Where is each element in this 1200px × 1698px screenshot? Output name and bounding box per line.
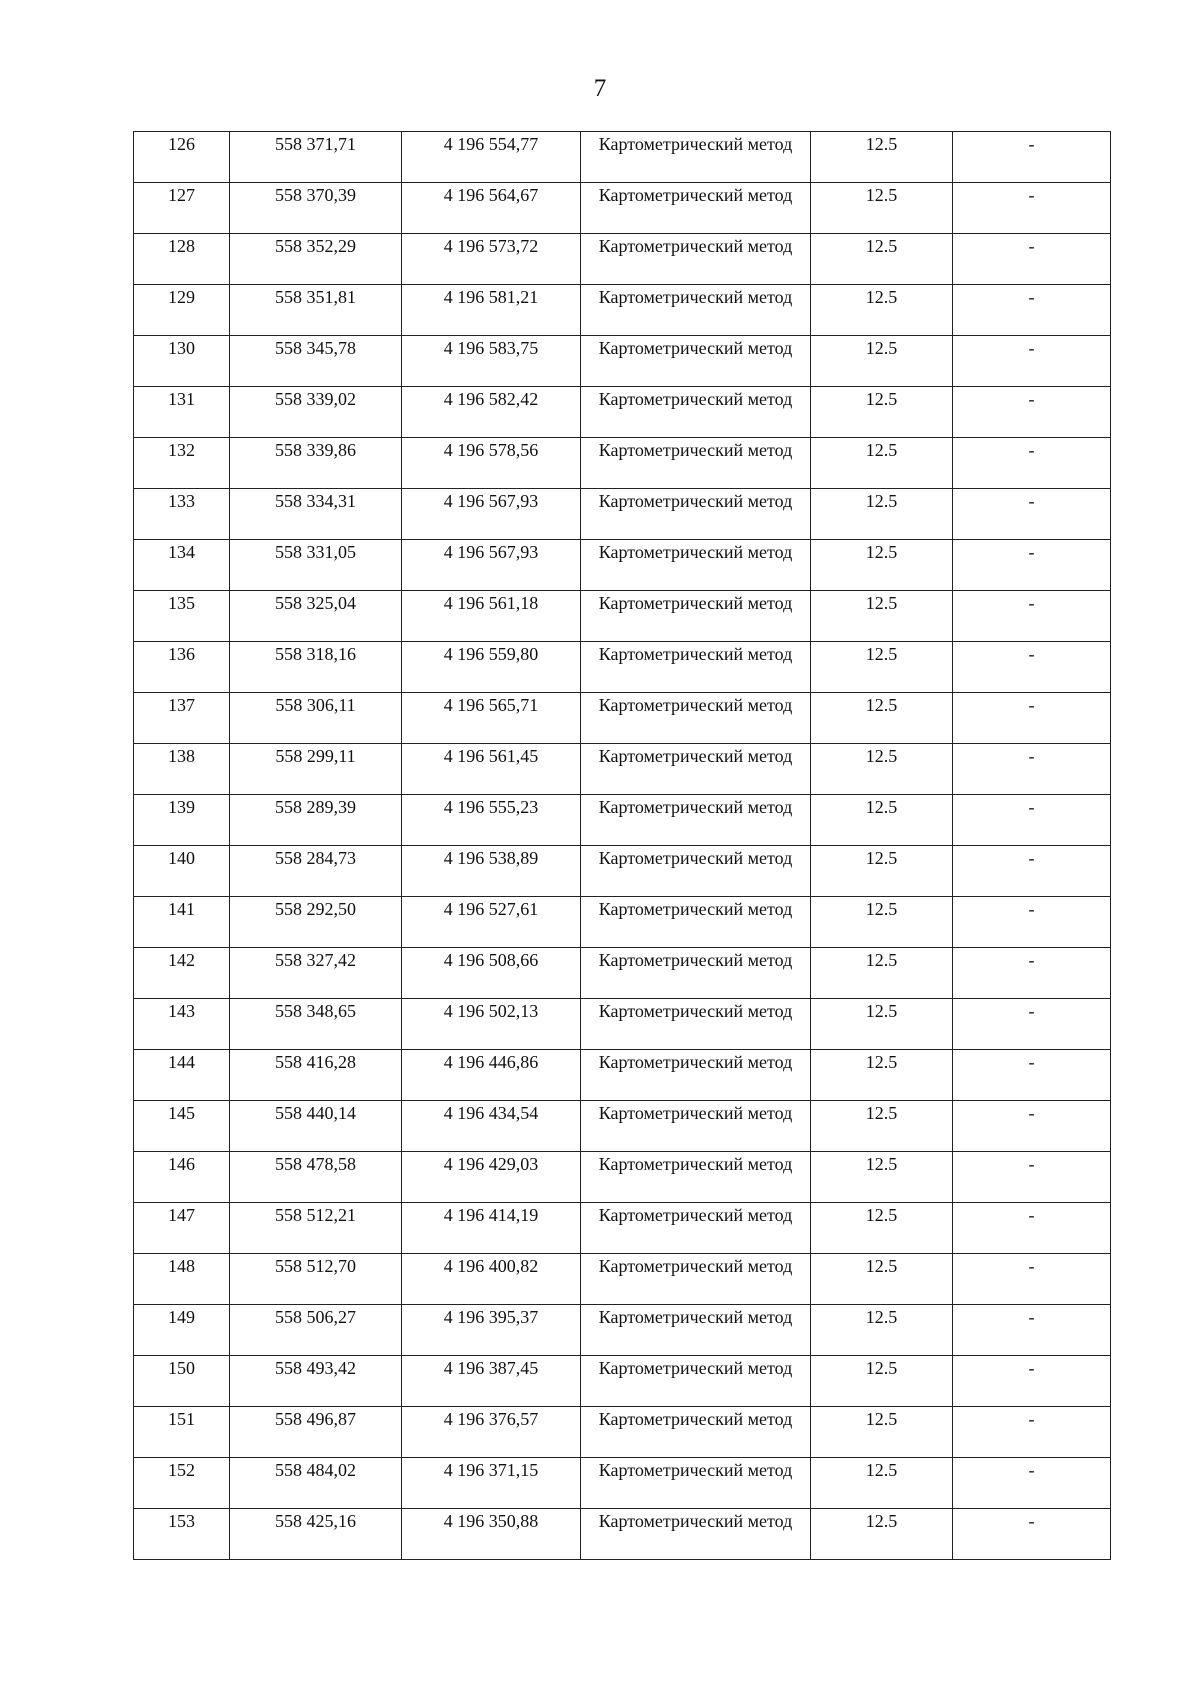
x-coordinate-cell: 558 292,50 [230, 897, 402, 948]
x-coordinate-cell: 558 284,73 [230, 846, 402, 897]
x-coordinate-cell: 558 512,70 [230, 1254, 402, 1305]
accuracy-cell: 12.5 [811, 1254, 953, 1305]
accuracy-cell: 12.5 [811, 1356, 953, 1407]
x-coordinate-cell: 558 496,87 [230, 1407, 402, 1458]
method-cell: Картометрический метод [581, 132, 811, 183]
note-cell: - [953, 234, 1111, 285]
accuracy-cell: 12.5 [811, 132, 953, 183]
point-number-cell: 150 [134, 1356, 230, 1407]
x-coordinate-cell: 558 325,04 [230, 591, 402, 642]
accuracy-cell: 12.5 [811, 1458, 953, 1509]
table-row [134, 642, 1111, 693]
x-coordinate-cell: 558 318,16 [230, 642, 402, 693]
x-coordinate-cell: 558 339,86 [230, 438, 402, 489]
table-row [134, 183, 1111, 234]
table-row [134, 438, 1111, 489]
y-coordinate-cell: 4 196 554,77 [402, 132, 581, 183]
x-coordinate-cell: 558 493,42 [230, 1356, 402, 1407]
table-row [134, 1101, 1111, 1152]
note-cell: - [953, 387, 1111, 438]
table-row [134, 1356, 1111, 1407]
x-coordinate-cell: 558 506,27 [230, 1305, 402, 1356]
point-number-cell: 130 [134, 336, 230, 387]
x-coordinate-cell: 558 370,39 [230, 183, 402, 234]
note-cell: - [953, 540, 1111, 591]
point-number-cell: 151 [134, 1407, 230, 1458]
table-row [134, 1152, 1111, 1203]
note-cell: - [953, 1356, 1111, 1407]
y-coordinate-cell: 4 196 395,37 [402, 1305, 581, 1356]
y-coordinate-cell: 4 196 502,13 [402, 999, 581, 1050]
accuracy-cell: 12.5 [811, 999, 953, 1050]
point-number-cell: 128 [134, 234, 230, 285]
table-row [134, 1407, 1111, 1458]
point-number-cell: 134 [134, 540, 230, 591]
method-cell: Картометрический метод [581, 999, 811, 1050]
x-coordinate-cell: 558 289,39 [230, 795, 402, 846]
method-cell: Картометрический метод [581, 1152, 811, 1203]
accuracy-cell: 12.5 [811, 438, 953, 489]
y-coordinate-cell: 4 196 508,66 [402, 948, 581, 999]
point-number-cell: 133 [134, 489, 230, 540]
note-cell: - [953, 591, 1111, 642]
method-cell: Картометрический метод [581, 897, 811, 948]
note-cell: - [953, 1152, 1111, 1203]
x-coordinate-cell: 558 334,31 [230, 489, 402, 540]
table-row [134, 1305, 1111, 1356]
y-coordinate-cell: 4 196 581,21 [402, 285, 581, 336]
y-coordinate-cell: 4 196 561,18 [402, 591, 581, 642]
x-coordinate-cell: 558 425,16 [230, 1509, 402, 1560]
accuracy-cell: 12.5 [811, 183, 953, 234]
method-cell: Картометрический метод [581, 1458, 811, 1509]
method-cell: Картометрический метод [581, 1101, 811, 1152]
method-cell: Картометрический метод [581, 1407, 811, 1458]
x-coordinate-cell: 558 351,81 [230, 285, 402, 336]
method-cell: Картометрический метод [581, 1254, 811, 1305]
accuracy-cell: 12.5 [811, 1509, 953, 1560]
accuracy-cell: 12.5 [811, 897, 953, 948]
y-coordinate-cell: 4 196 527,61 [402, 897, 581, 948]
method-cell: Картометрический метод [581, 183, 811, 234]
y-coordinate-cell: 4 196 559,80 [402, 642, 581, 693]
table-row [134, 846, 1111, 897]
note-cell: - [953, 1509, 1111, 1560]
method-cell: Картометрический метод [581, 285, 811, 336]
point-number-cell: 148 [134, 1254, 230, 1305]
y-coordinate-cell: 4 196 567,93 [402, 540, 581, 591]
table-row [134, 1254, 1111, 1305]
accuracy-cell: 12.5 [811, 285, 953, 336]
point-number-cell: 136 [134, 642, 230, 693]
y-coordinate-cell: 4 196 555,23 [402, 795, 581, 846]
accuracy-cell: 12.5 [811, 846, 953, 897]
point-number-cell: 149 [134, 1305, 230, 1356]
method-cell: Картометрический метод [581, 336, 811, 387]
x-coordinate-cell: 558 348,65 [230, 999, 402, 1050]
point-number-cell: 141 [134, 897, 230, 948]
method-cell: Картометрический метод [581, 744, 811, 795]
table-row [134, 489, 1111, 540]
table-row [134, 234, 1111, 285]
accuracy-cell: 12.5 [811, 642, 953, 693]
x-coordinate-cell: 558 512,21 [230, 1203, 402, 1254]
table-row [134, 387, 1111, 438]
accuracy-cell: 12.5 [811, 1407, 953, 1458]
accuracy-cell: 12.5 [811, 591, 953, 642]
x-coordinate-cell: 558 352,29 [230, 234, 402, 285]
accuracy-cell: 12.5 [811, 540, 953, 591]
y-coordinate-cell: 4 196 564,67 [402, 183, 581, 234]
x-coordinate-cell: 558 306,11 [230, 693, 402, 744]
accuracy-cell: 12.5 [811, 234, 953, 285]
table-row [134, 795, 1111, 846]
x-coordinate-cell: 558 339,02 [230, 387, 402, 438]
note-cell: - [953, 897, 1111, 948]
point-number-cell: 145 [134, 1101, 230, 1152]
method-cell: Картометрический метод [581, 846, 811, 897]
method-cell: Картометрический метод [581, 1509, 811, 1560]
x-coordinate-cell: 558 440,14 [230, 1101, 402, 1152]
x-coordinate-cell: 558 299,11 [230, 744, 402, 795]
accuracy-cell: 12.5 [811, 1101, 953, 1152]
y-coordinate-cell: 4 196 429,03 [402, 1152, 581, 1203]
note-cell: - [953, 693, 1111, 744]
table-row [134, 1203, 1111, 1254]
accuracy-cell: 12.5 [811, 744, 953, 795]
note-cell: - [953, 1458, 1111, 1509]
table-row [134, 744, 1111, 795]
point-number-cell: 135 [134, 591, 230, 642]
accuracy-cell: 12.5 [811, 948, 953, 999]
point-number-cell: 146 [134, 1152, 230, 1203]
table-row [134, 591, 1111, 642]
y-coordinate-cell: 4 196 434,54 [402, 1101, 581, 1152]
method-cell: Картометрический метод [581, 1305, 811, 1356]
note-cell: - [953, 285, 1111, 336]
note-cell: - [953, 183, 1111, 234]
table-row [134, 1509, 1111, 1560]
x-coordinate-cell: 558 327,42 [230, 948, 402, 999]
note-cell: - [953, 744, 1111, 795]
accuracy-cell: 12.5 [811, 795, 953, 846]
accuracy-cell: 12.5 [811, 1305, 953, 1356]
method-cell: Картометрический метод [581, 642, 811, 693]
accuracy-cell: 12.5 [811, 387, 953, 438]
note-cell: - [953, 1101, 1111, 1152]
point-number-cell: 131 [134, 387, 230, 438]
accuracy-cell: 12.5 [811, 336, 953, 387]
point-number-cell: 140 [134, 846, 230, 897]
point-number-cell: 138 [134, 744, 230, 795]
point-number-cell: 126 [134, 132, 230, 183]
y-coordinate-cell: 4 196 565,71 [402, 693, 581, 744]
point-number-cell: 127 [134, 183, 230, 234]
y-coordinate-cell: 4 196 371,15 [402, 1458, 581, 1509]
table-row [134, 897, 1111, 948]
x-coordinate-cell: 558 371,71 [230, 132, 402, 183]
table-row [134, 1458, 1111, 1509]
note-cell: - [953, 1203, 1111, 1254]
note-cell: - [953, 1254, 1111, 1305]
point-number-cell: 137 [134, 693, 230, 744]
method-cell: Картометрический метод [581, 1050, 811, 1101]
method-cell: Картометрический метод [581, 489, 811, 540]
note-cell: - [953, 846, 1111, 897]
note-cell: - [953, 642, 1111, 693]
note-cell: - [953, 948, 1111, 999]
y-coordinate-cell: 4 196 578,56 [402, 438, 581, 489]
y-coordinate-cell: 4 196 446,86 [402, 1050, 581, 1101]
y-coordinate-cell: 4 196 567,93 [402, 489, 581, 540]
accuracy-cell: 12.5 [811, 1203, 953, 1254]
method-cell: Картометрический метод [581, 540, 811, 591]
table-row [134, 540, 1111, 591]
accuracy-cell: 12.5 [811, 693, 953, 744]
table-row [134, 336, 1111, 387]
x-coordinate-cell: 558 331,05 [230, 540, 402, 591]
method-cell: Картометрический метод [581, 387, 811, 438]
x-coordinate-cell: 558 478,58 [230, 1152, 402, 1203]
note-cell: - [953, 999, 1111, 1050]
y-coordinate-cell: 4 196 583,75 [402, 336, 581, 387]
point-number-cell: 132 [134, 438, 230, 489]
accuracy-cell: 12.5 [811, 1152, 953, 1203]
method-cell: Картометрический метод [581, 1356, 811, 1407]
table-row [134, 948, 1111, 999]
y-coordinate-cell: 4 196 400,82 [402, 1254, 581, 1305]
note-cell: - [953, 438, 1111, 489]
method-cell: Картометрический метод [581, 693, 811, 744]
table-row [134, 1050, 1111, 1101]
point-number-cell: 142 [134, 948, 230, 999]
point-number-cell: 147 [134, 1203, 230, 1254]
accuracy-cell: 12.5 [811, 489, 953, 540]
point-number-cell: 139 [134, 795, 230, 846]
note-cell: - [953, 1407, 1111, 1458]
method-cell: Картометрический метод [581, 795, 811, 846]
page-number: 7 [593, 75, 607, 102]
point-number-cell: 152 [134, 1458, 230, 1509]
table-row [134, 693, 1111, 744]
point-number-cell: 143 [134, 999, 230, 1050]
coordinates-table [133, 131, 1111, 1560]
note-cell: - [953, 489, 1111, 540]
y-coordinate-cell: 4 196 573,72 [402, 234, 581, 285]
note-cell: - [953, 132, 1111, 183]
point-number-cell: 144 [134, 1050, 230, 1101]
point-number-cell: 129 [134, 285, 230, 336]
note-cell: - [953, 336, 1111, 387]
y-coordinate-cell: 4 196 582,42 [402, 387, 581, 438]
x-coordinate-cell: 558 416,28 [230, 1050, 402, 1101]
accuracy-cell: 12.5 [811, 1050, 953, 1101]
table-row [134, 999, 1111, 1050]
y-coordinate-cell: 4 196 350,88 [402, 1509, 581, 1560]
y-coordinate-cell: 4 196 376,57 [402, 1407, 581, 1458]
method-cell: Картометрический метод [581, 234, 811, 285]
table-row [134, 132, 1111, 183]
point-number-cell: 153 [134, 1509, 230, 1560]
method-cell: Картометрический метод [581, 1203, 811, 1254]
y-coordinate-cell: 4 196 561,45 [402, 744, 581, 795]
note-cell: - [953, 1050, 1111, 1101]
y-coordinate-cell: 4 196 387,45 [402, 1356, 581, 1407]
y-coordinate-cell: 4 196 414,19 [402, 1203, 581, 1254]
method-cell: Картометрический метод [581, 948, 811, 999]
x-coordinate-cell: 558 484,02 [230, 1458, 402, 1509]
method-cell: Картометрический метод [581, 438, 811, 489]
table-row [134, 285, 1111, 336]
note-cell: - [953, 1305, 1111, 1356]
note-cell: - [953, 795, 1111, 846]
method-cell: Картометрический метод [581, 591, 811, 642]
x-coordinate-cell: 558 345,78 [230, 336, 402, 387]
y-coordinate-cell: 4 196 538,89 [402, 846, 581, 897]
coordinates-table-body [134, 132, 1111, 1560]
